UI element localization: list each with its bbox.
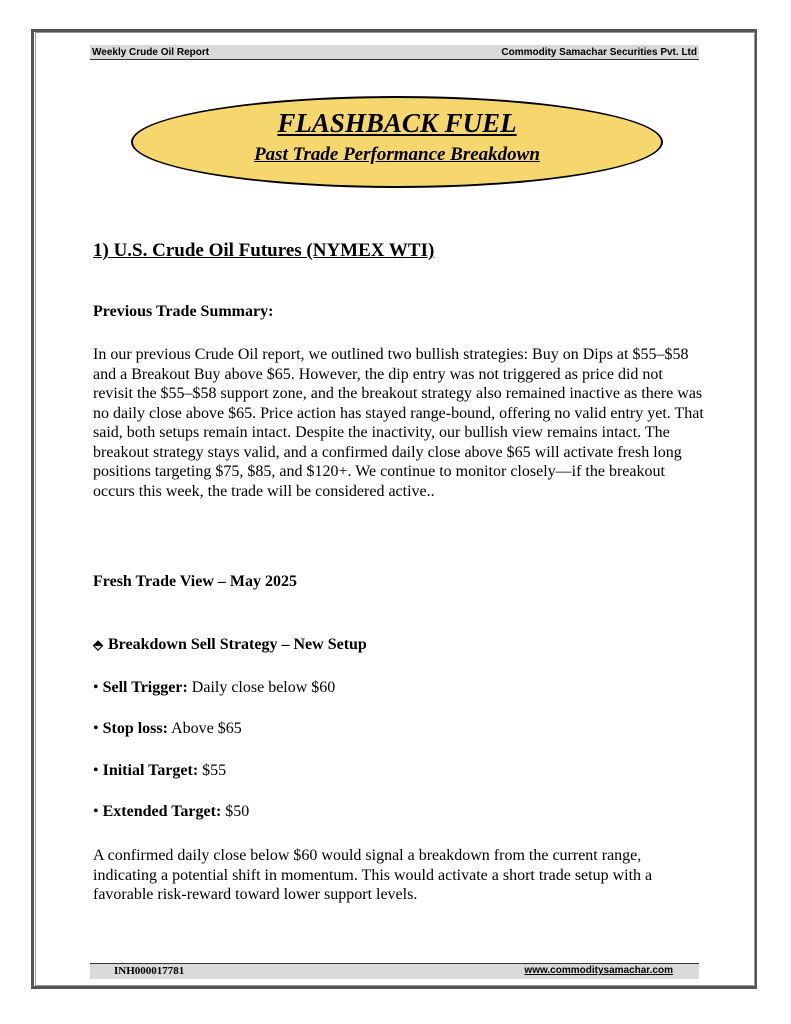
strategy-heading-row [93, 636, 367, 654]
bullet-value: Above $65 [171, 720, 242, 737]
footer-website-link[interactable]: www.commoditysamachar.com [524, 965, 673, 976]
closing-text: A confirmed daily close below $60 would signal a breakdown from the current range, indicating a potential shift in momentum. This would activate a short trade setup with a favorable risk-reward toward lower support levels. [93, 847, 653, 903]
bullet-label: Stop loss: [102, 720, 168, 737]
section-heading: 1) U.S. Crude Oil Futures (NYMEX WTI) [93, 240, 435, 261]
previous-summary-text: In our previous Crude Oil report, we outlined two bullish strategies: Buy on Dips at $55–$58 and a Breakout Buy above $65. However, the dip entry was not triggered as price did not revisit the $55–$58 support zone, and the breakout strategy also remained inactive as there was no daily close above $65. Price action has stayed range-bound, offering no valid entry yet. That said, both setups remain intact. Despite the inactivity, our bullish view remains intact. The breakout strategy stays valid, and a confirmed daily close above $65 will activate fresh long positions targeting $75, $85, and $120+. We continue to monitor closely—if the breakout occurs this week, the trade will be considered active.. [93, 346, 704, 500]
header-right-text: Commodity Samachar Securities Pvt. Ltd [501, 46, 697, 58]
footer-left-text: INH000017781 [114, 965, 185, 977]
bullet-label: Initial Target: [102, 762, 199, 779]
page-header [90, 45, 699, 60]
page-footer [90, 963, 699, 979]
bullet-label: Extended Target: [102, 803, 222, 820]
list-item: • Extended Target: $50 [93, 803, 250, 820]
bullet-value: Daily close below $60 [191, 679, 336, 696]
banner [131, 96, 663, 188]
list-item: • Sell Trigger: Daily close below $60 [93, 679, 336, 696]
strategy-heading: Breakdown Sell Strategy – New Setup [108, 636, 367, 653]
list-item: • Stop loss: Above $65 [93, 720, 242, 737]
banner-title: FLASHBACK FUEL [277, 108, 517, 138]
previous-summary-heading: Previous Trade Summary: [93, 303, 274, 320]
header-left-text: Weekly Crude Oil Report [92, 46, 210, 58]
bullet-value: $55 [202, 762, 227, 779]
bullet-value: $50 [225, 803, 250, 820]
diamond-icon: ⬘ [93, 637, 103, 652]
banner-subtitle: Past Trade Performance Breakdown [254, 144, 540, 165]
bullet-label: Sell Trigger: [102, 679, 188, 696]
list-item: • Initial Target: $55 [93, 762, 227, 779]
fresh-view-heading: Fresh Trade View – May 2025 [93, 573, 297, 590]
